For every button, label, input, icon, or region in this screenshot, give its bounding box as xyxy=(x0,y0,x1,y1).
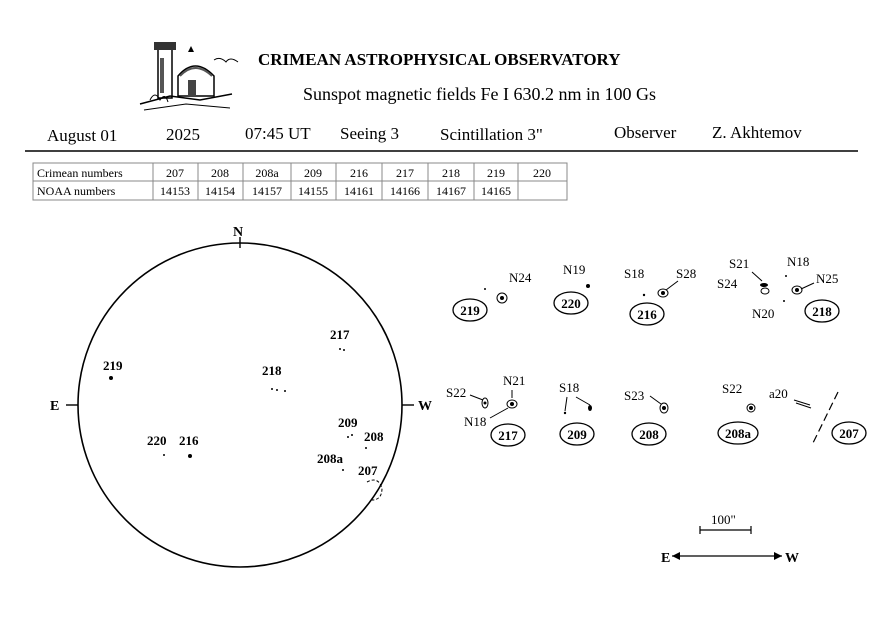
disk-region-label: 208a xyxy=(317,451,343,466)
obs-date: August 01 xyxy=(47,126,118,145)
direction-east-label: E xyxy=(661,551,671,566)
field-label: S28 xyxy=(676,266,697,281)
field-label: N25 xyxy=(816,271,839,286)
disk-region-label: 208 xyxy=(364,429,384,444)
obs-time: 07:45 UT xyxy=(245,124,311,143)
table-cell: 14161 xyxy=(344,184,374,198)
disk-region-label: 218 xyxy=(262,363,282,378)
sunspot-dot xyxy=(347,436,349,438)
sunspot-dot xyxy=(163,454,165,456)
panel-207 xyxy=(769,386,866,445)
numbers-table xyxy=(33,163,567,200)
disk-region-label: 216 xyxy=(179,433,199,448)
scale-label: 100" xyxy=(711,512,736,527)
table-label-crimean: Crimean numbers xyxy=(37,166,123,180)
field-label: S23 xyxy=(624,388,645,403)
disk-region-label: 207 xyxy=(358,463,378,478)
region-number: 217 xyxy=(498,428,518,443)
table-cell: 216 xyxy=(350,166,368,180)
table-cell: 217 xyxy=(396,166,414,180)
limb-line xyxy=(812,392,838,445)
obs-observer: Z. Akhtemov xyxy=(712,123,802,142)
sunspot-dot xyxy=(188,454,192,458)
direction-arrow xyxy=(661,551,799,566)
panel-220 xyxy=(554,262,590,314)
table-cell: 14165 xyxy=(481,184,511,198)
field-label: S18 xyxy=(624,266,645,281)
region-number: 208a xyxy=(725,426,751,441)
obs-year: 2025 xyxy=(166,125,200,144)
disk-region-label: 219 xyxy=(103,358,123,373)
sunspot-dot xyxy=(342,469,344,471)
panel-209 xyxy=(559,380,594,445)
sunspot-dot xyxy=(271,388,273,390)
region-number: 220 xyxy=(561,296,581,311)
page-title: CRIMEAN ASTROPHYSICAL OBSERVATORY xyxy=(258,50,621,69)
table-cell: 220 xyxy=(533,166,551,180)
field-label: S22 xyxy=(722,381,743,396)
sunspot-dot xyxy=(284,390,286,392)
page-subtitle: Sunspot magnetic fields Fe I 630.2 nm in 100 Gs xyxy=(303,84,656,104)
sunspot-dot xyxy=(339,348,341,350)
table-cell: 14157 xyxy=(252,184,282,198)
field-label: S24 xyxy=(717,276,738,291)
region-number: 207 xyxy=(839,426,859,441)
panel-217 xyxy=(446,373,525,446)
field-label: S18 xyxy=(559,380,580,395)
field-label: N21 xyxy=(503,373,526,388)
observatory-logo xyxy=(140,42,238,110)
panel-208a xyxy=(718,381,758,444)
region-number: 218 xyxy=(812,304,832,319)
disk-region-label: 220 xyxy=(147,433,167,448)
sunspot-dot xyxy=(109,376,113,380)
field-label: N18 xyxy=(787,254,810,269)
region-number: 209 xyxy=(567,427,587,442)
region-number: 219 xyxy=(460,303,480,318)
table-cell: 208a xyxy=(255,166,279,180)
table-cell: 14154 xyxy=(205,184,235,198)
table-cell: 219 xyxy=(487,166,505,180)
scale-bar xyxy=(700,512,751,534)
field-label: N24 xyxy=(509,270,532,285)
table-cell: 14155 xyxy=(298,184,328,198)
field-label: N18 xyxy=(464,414,487,429)
field-label: a20 xyxy=(769,386,788,401)
field-label: S21 xyxy=(729,256,750,271)
disk-west-label: W xyxy=(418,399,432,414)
table-cell: 218 xyxy=(442,166,460,180)
sunspot-dot xyxy=(276,389,278,391)
table-cell: 14167 xyxy=(436,184,466,198)
region-number: 216 xyxy=(637,307,657,322)
panel-216 xyxy=(624,266,696,325)
table-cell: 14153 xyxy=(160,184,190,198)
sunspot-dot xyxy=(351,434,353,436)
table-label-noaa: NOAA numbers xyxy=(37,184,116,198)
table-cell: 14166 xyxy=(390,184,420,198)
direction-west-label: W xyxy=(785,551,799,566)
table-cell: 209 xyxy=(304,166,322,180)
solar-disk xyxy=(50,225,432,567)
table-cell: 208 xyxy=(211,166,229,180)
panel-218 xyxy=(717,254,839,322)
sunspot-dot xyxy=(343,349,345,351)
disk-outline xyxy=(78,243,402,567)
disk-region-label: 217 xyxy=(330,327,350,342)
field-label: N20 xyxy=(752,306,775,321)
obs-scintillation: Scintillation 3" xyxy=(440,125,543,144)
disk-east-label: E xyxy=(50,399,60,414)
limb-region-marker xyxy=(367,480,382,500)
disk-north-label: N xyxy=(233,225,244,240)
obs-observer-label: Observer xyxy=(614,123,677,142)
panel-208 xyxy=(624,388,668,445)
table-cell: 207 xyxy=(166,166,184,180)
field-label: N19 xyxy=(563,262,586,277)
obs-seeing: Seeing 3 xyxy=(340,124,400,143)
panel-219 xyxy=(453,270,532,321)
region-number: 208 xyxy=(639,427,659,442)
sunspot-dot xyxy=(365,447,367,449)
disk-region-label: 209 xyxy=(338,415,358,430)
field-label: S22 xyxy=(446,385,467,400)
